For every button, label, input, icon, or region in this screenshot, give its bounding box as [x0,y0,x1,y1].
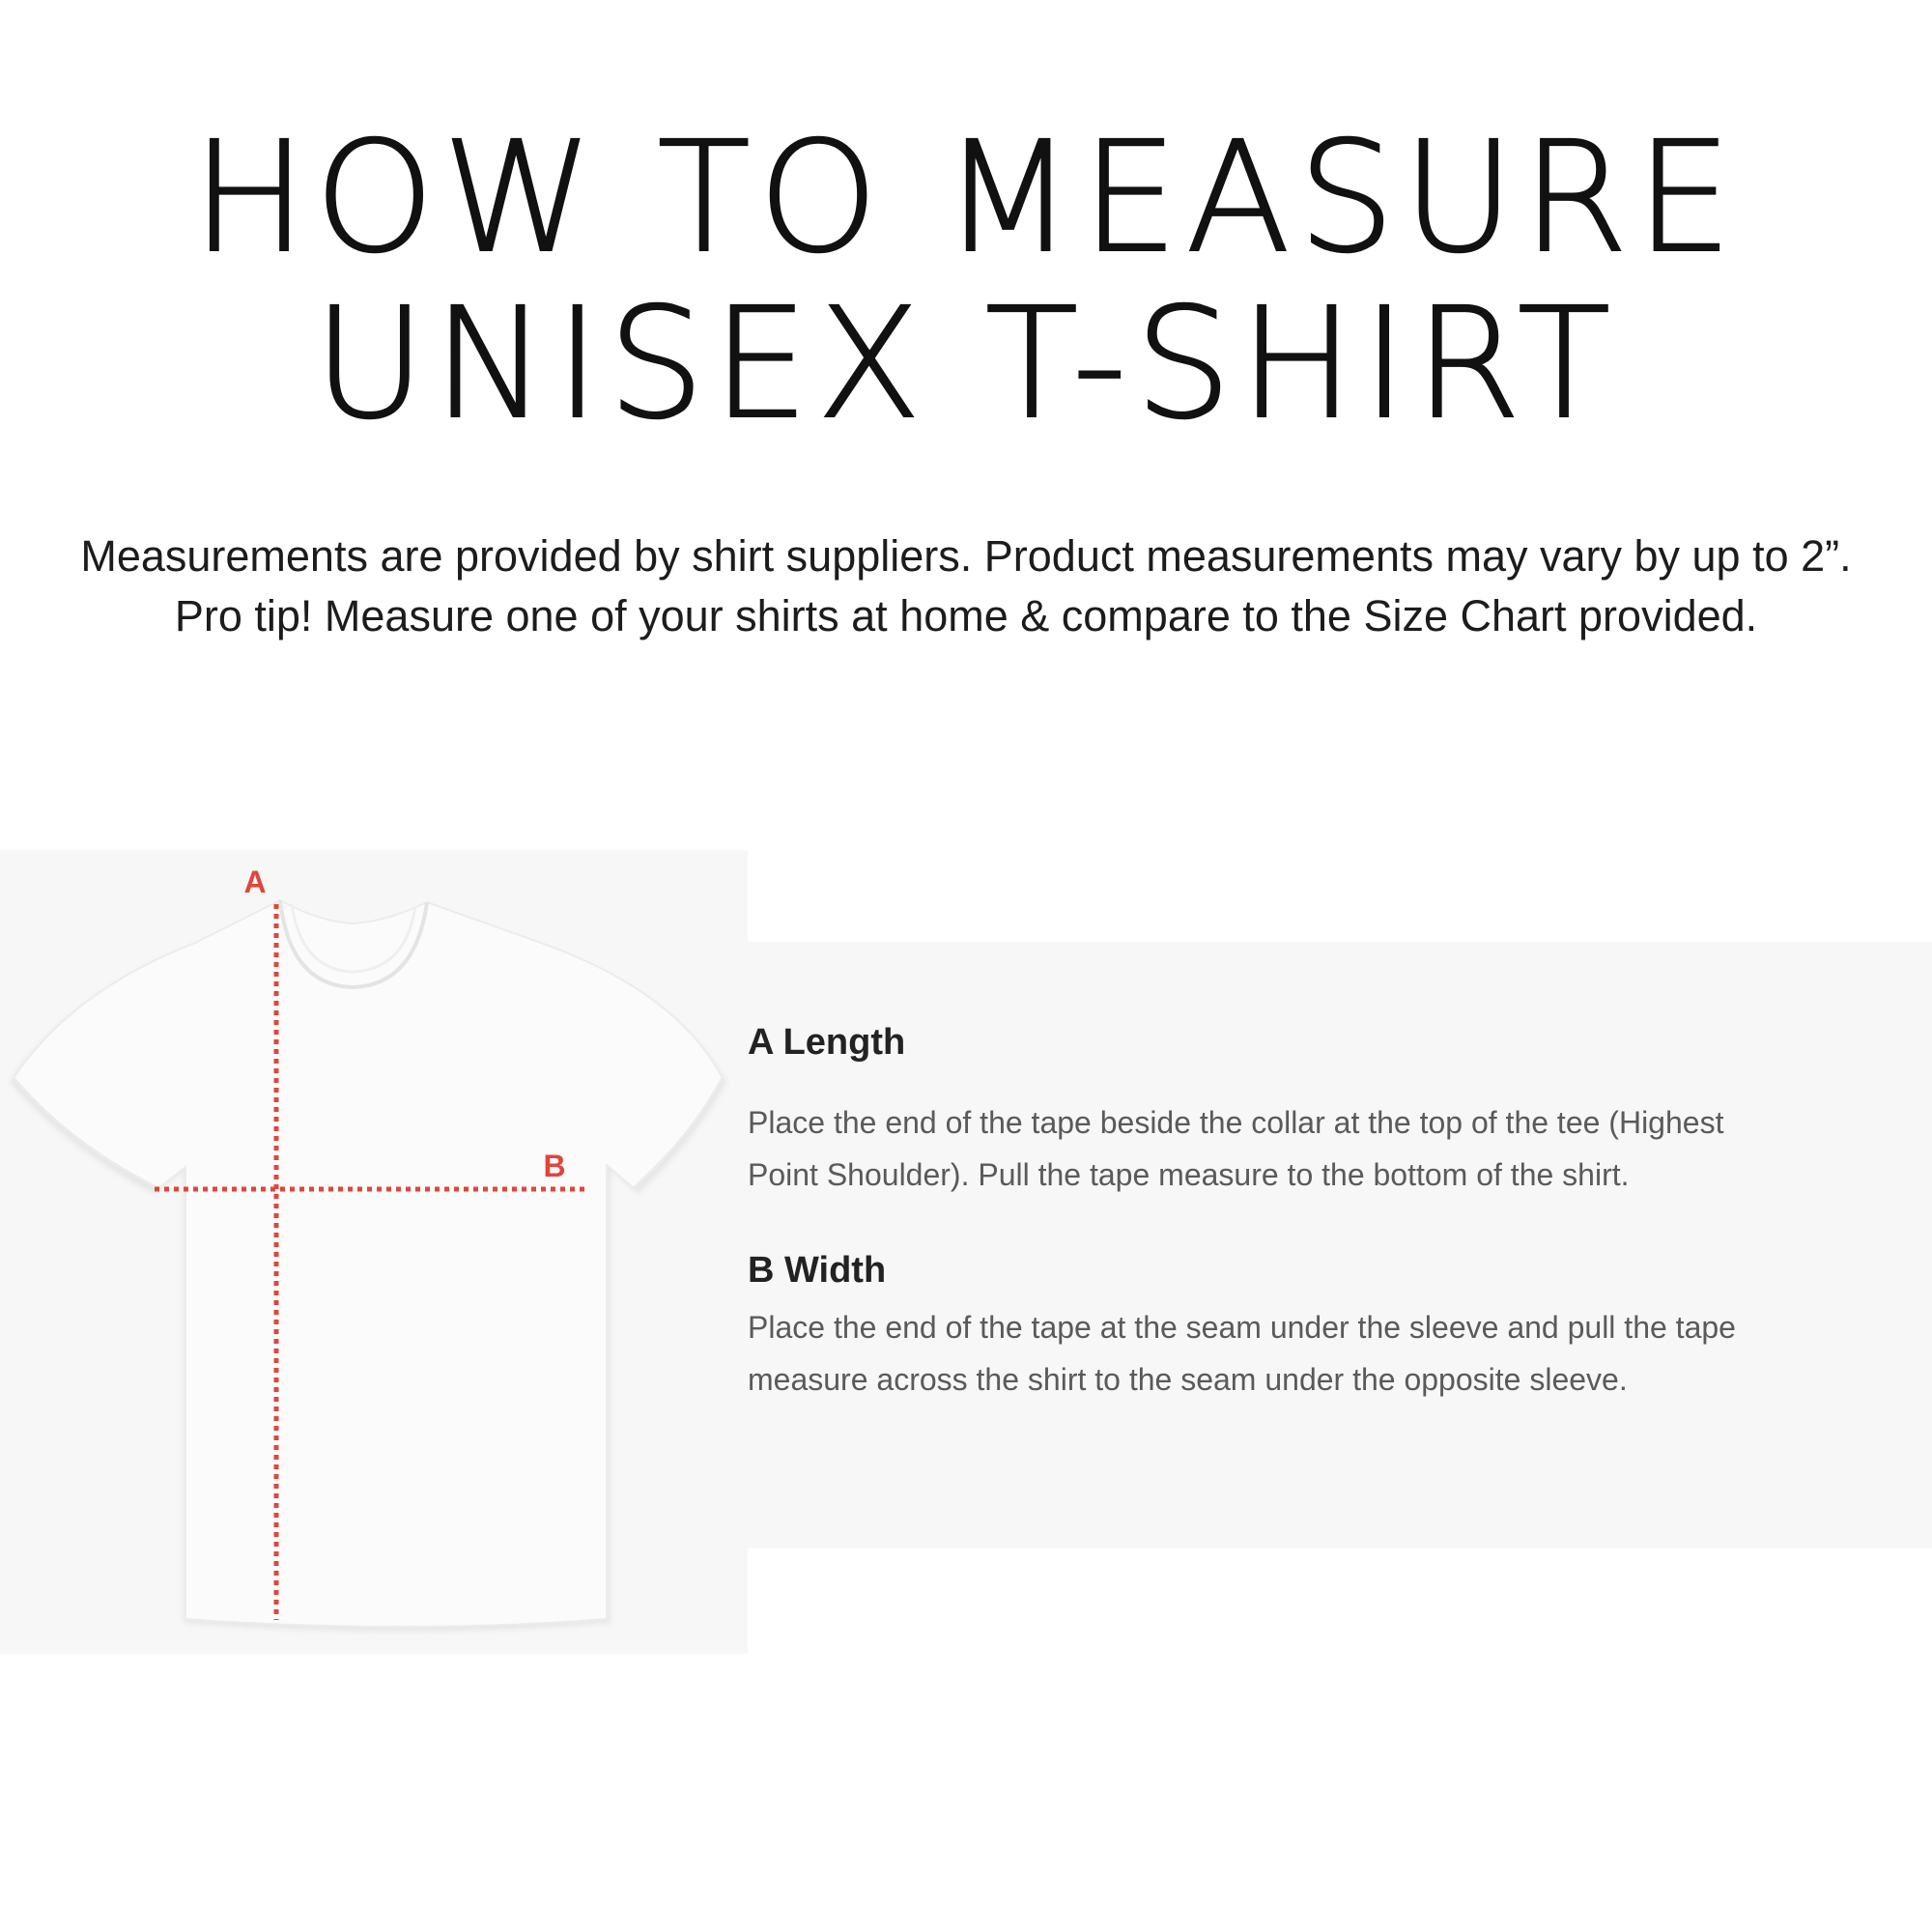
label-b: B [543,1149,566,1183]
width-description-line-2: measure across the shirt to the seam under the opposite sleeve. [748,1362,1628,1397]
length-description-line-2: Point Shoulder). Pull the tape measure to the bottom of the shirt. [748,1157,1630,1192]
intro-text-line-2: Pro tip! Measure one of your shirts at home & compare to the Size Chart provided. [174,591,1758,640]
width-heading: B Width [748,1250,887,1291]
title-line-1: HOW TO MEASURE [191,109,1741,287]
measurement-instructions-panel [748,942,1932,1548]
tshirt-diagram [0,850,748,1654]
length-description-line-1: Place the end of the tape beside the collar at the top of the tee (Highest [748,1105,1724,1140]
tshirt-shape [14,900,723,1627]
title-line-2: UNISEX T-SHIRT [313,275,1619,453]
length-heading: A Length [748,1022,906,1063]
tshirt-diagram-panel [0,850,748,1654]
width-description [748,1301,1926,1406]
length-description [748,1096,1926,1201]
intro-text-line-1: Measurements are provided by shirt suppliers. Product measurements may vary by up to 2”. [80,531,1852,581]
label-a: A [243,865,267,899]
width-description-line-1: Place the end of the tape at the seam under the sleeve and pull the tape [748,1310,1736,1345]
